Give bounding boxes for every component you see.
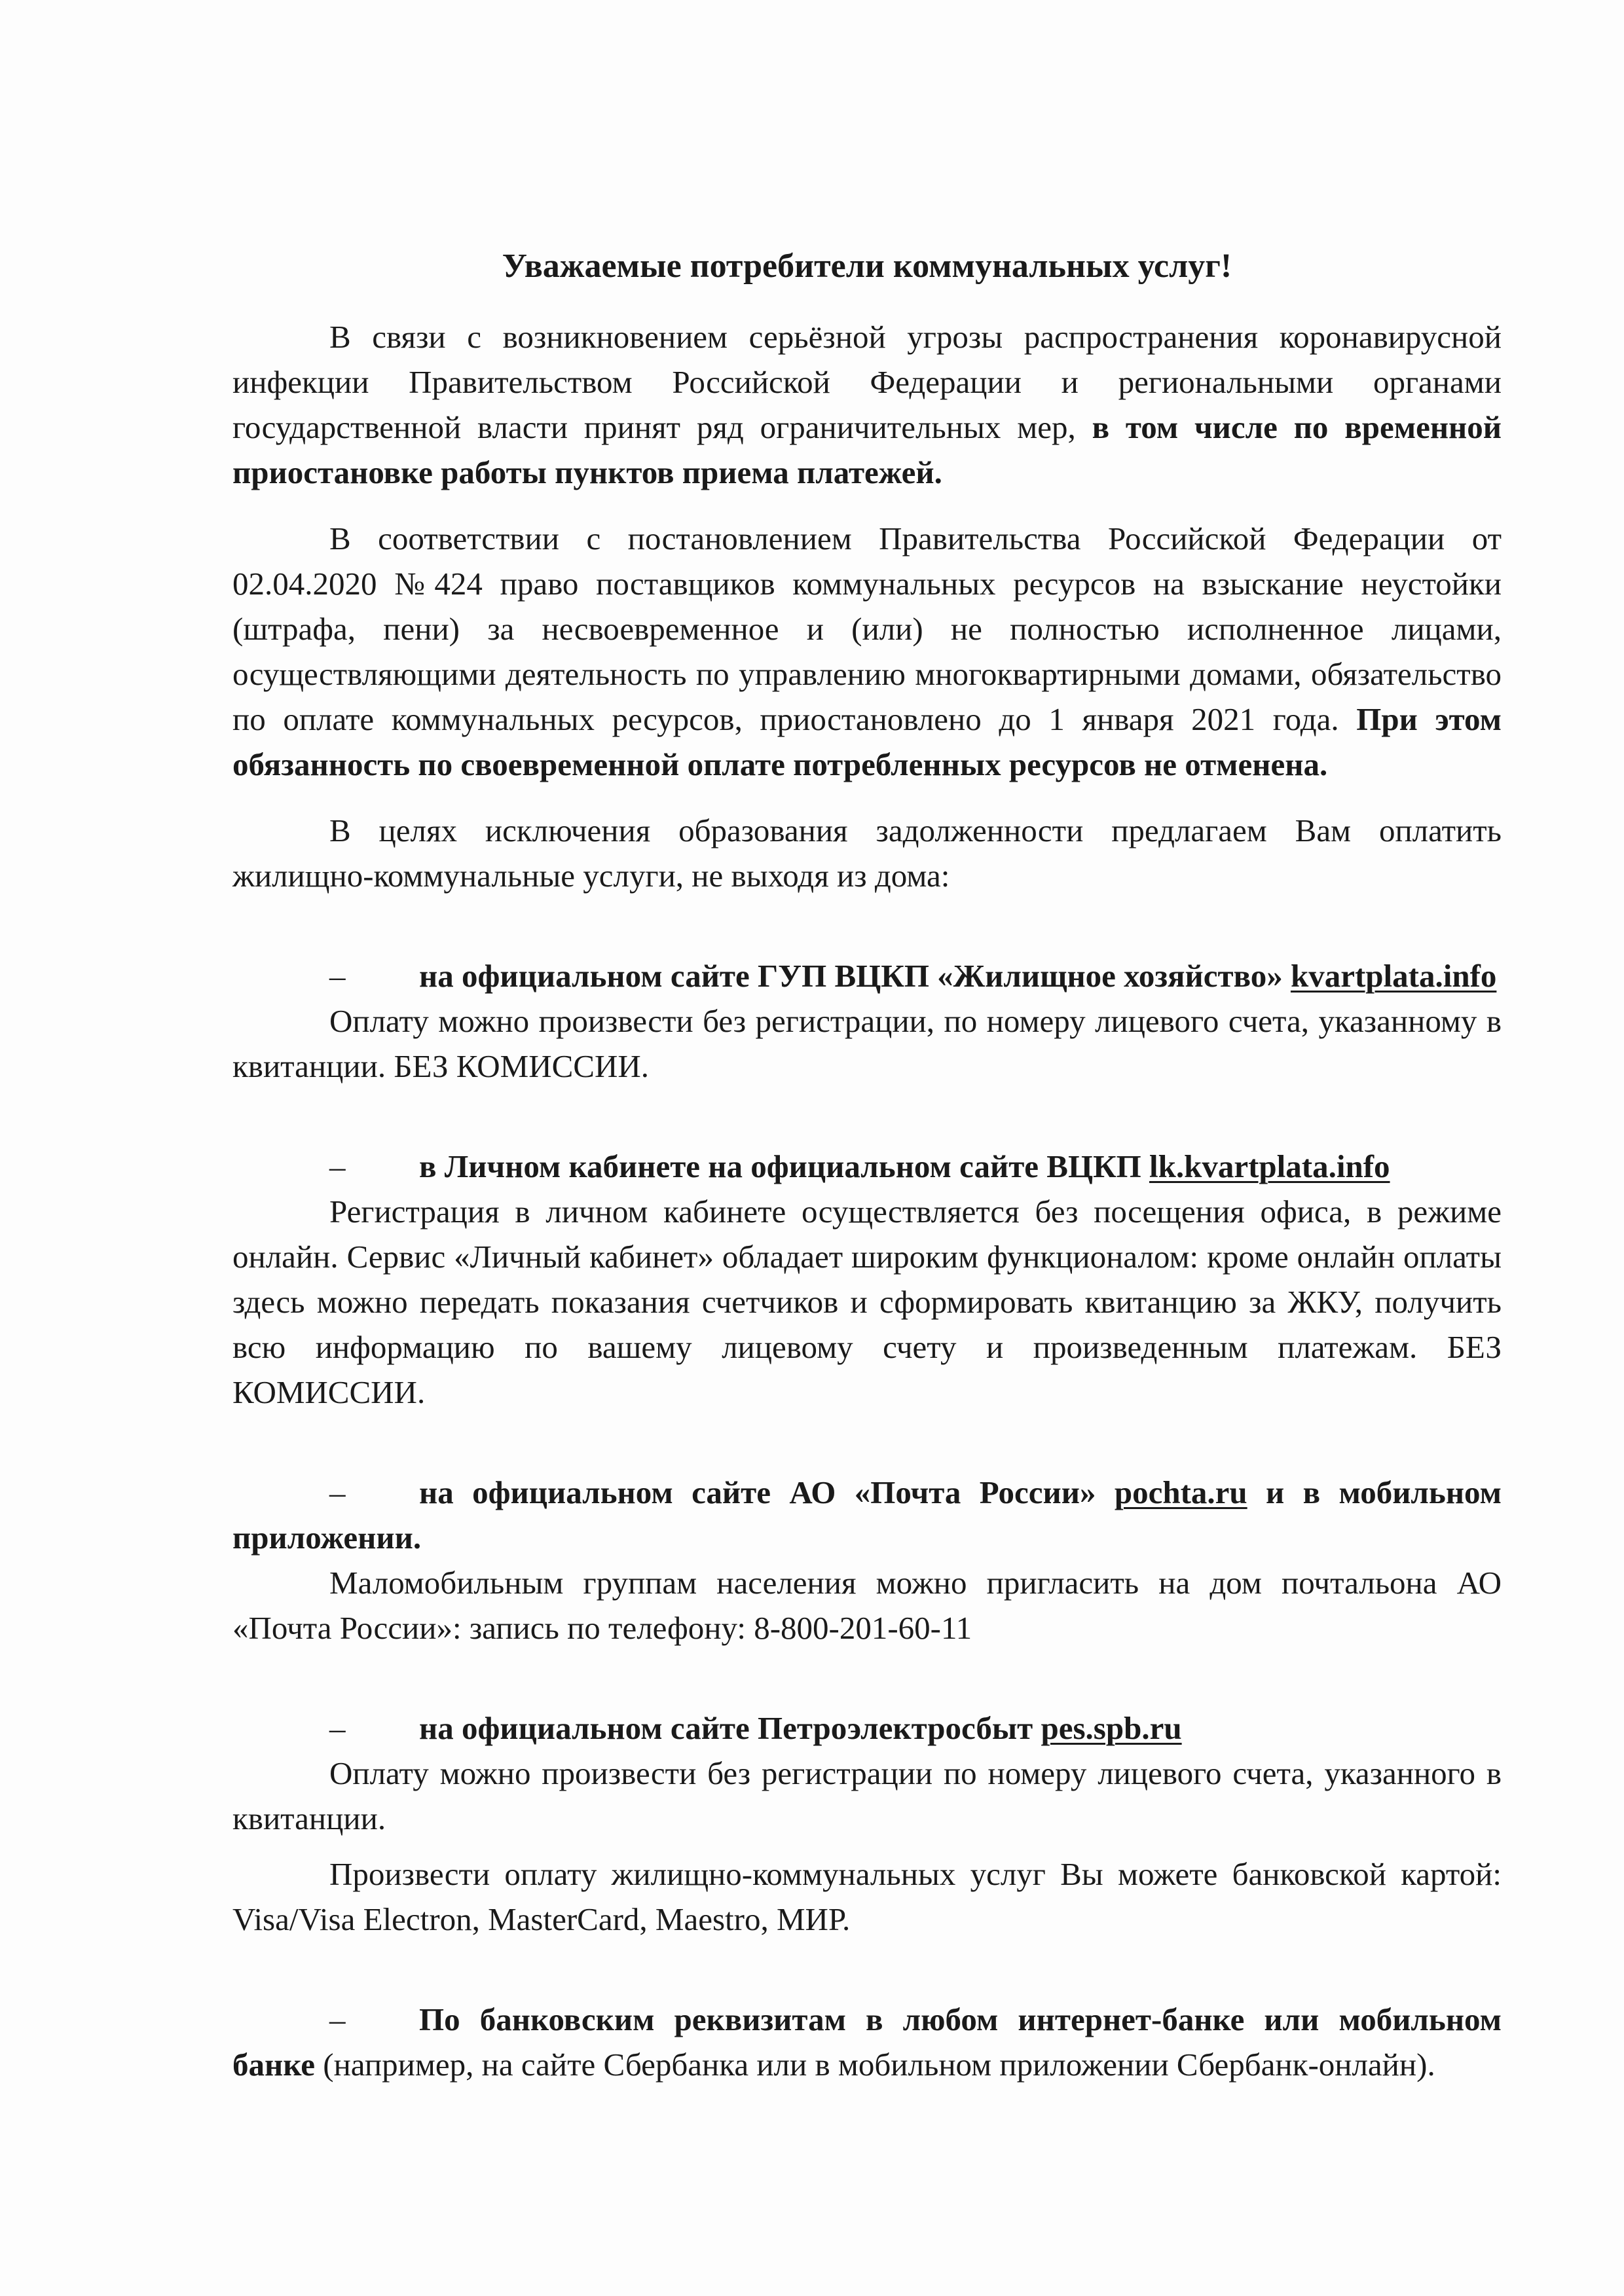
option-description: Маломобильным группам населения можно пригласить на дом почтальона АО «Почта России»: запись по телефону: 8-800-201-60-11 bbox=[232, 1565, 1502, 1646]
payment-option-pes bbox=[232, 1705, 1502, 1751]
option-description: Оплату можно произвести без регистрации, по номеру лицевого счета, указанному в квитанции. БЕЗ КОМИССИИ. bbox=[232, 1003, 1502, 1084]
payment-option-bank bbox=[232, 1997, 1502, 2087]
paragraph-restrictions bbox=[232, 314, 1502, 495]
option-description: Оплату можно произвести без регистрации по номеру лицевого счета, указанного в квитанции. bbox=[232, 1755, 1502, 1836]
page-title: Уважаемые потребители коммунальных услуг! bbox=[502, 247, 1232, 285]
payment-option-pochta bbox=[232, 1470, 1502, 1560]
dash-marker: – bbox=[329, 958, 346, 994]
link-lk-kvartplata[interactable]: lk.kvartplata.info bbox=[1149, 1148, 1390, 1184]
paragraph-text: В связи с возникновением серьёзной угрозы распространения коронавирусной инфекции Правительством Российской Федерации и региональными органами государственной власти принят ряд ограничительных мер, bbox=[232, 319, 1502, 445]
option-heading: на официальном сайте АО «Почта России» bbox=[419, 1474, 1096, 1510]
paragraph-resolution bbox=[232, 516, 1502, 787]
option-heading: По банковским реквизитам в любом интернет-банке или мобильном банке bbox=[232, 2001, 1502, 2083]
link-kvartplata[interactable]: kvartplata.info bbox=[1290, 958, 1497, 994]
dash-marker: – bbox=[329, 2001, 346, 2037]
option-heading: на официальном сайте ГУП ВЦКП «Жилищное хозяйство» bbox=[419, 958, 1283, 994]
paragraph-bold-text: При этом обязанность по своевременной оплате потребленных ресурсов не отменена. bbox=[232, 701, 1502, 782]
dash-marker: – bbox=[329, 1148, 346, 1184]
option-heading-continued: и в мобильном приложении. bbox=[232, 1474, 1502, 1556]
paragraph-bold-text: в том числе по временной приостановке работы пунктов приема платежей. bbox=[232, 409, 1502, 490]
payment-option-personal-account bbox=[232, 1144, 1502, 1189]
document-body bbox=[232, 244, 1502, 2087]
option-description: (например, на сайте Сбербанка или в мобильном приложении Сбербанк-онлайн). bbox=[323, 2047, 1435, 2083]
payment-option-kvartplata bbox=[232, 953, 1502, 998]
link-pochta[interactable]: pochta.ru bbox=[1114, 1474, 1247, 1510]
paragraph-payment-intro: В целях исключения образования задолженности предлагаем Вам оплатить жилищно-коммунальные услуги, не выходя из дома: bbox=[232, 812, 1502, 894]
option-cards-note: Произвести оплату жилищно-коммунальных услуг Вы можете банковской картой: Visa/Visa Electron, MasterCard, Maestro, МИР. bbox=[232, 1856, 1502, 1937]
dash-marker: – bbox=[329, 1710, 346, 1746]
dash-marker: – bbox=[329, 1474, 346, 1510]
option-description: Регистрация в личном кабинете осуществляется без посещения офиса, в режиме онлайн. Сервис «Личный кабинет» обладает широким функционалом: кроме онлайн оплаты здесь можно передать показания счетчиков и сформировать квитанцию за ЖКУ, получить всю информацию по вашему лицевому счету и произведенным платежам. БЕЗ КОМИССИИ. bbox=[232, 1194, 1502, 1410]
option-heading: в Личном кабинете на официальном сайте ВЦКП bbox=[419, 1148, 1141, 1184]
paragraph-text: В соответствии с постановлением Правительства Российской Федерации от 02.04.2020 №424 право поставщиков коммунальных ресурсов на взыскание неустойки (штрафа, пени) за несвоевременное и (или) не полностью исполненное лицами, осуществляющими деятельность по управлению многоквартирными домами, обязательство по оплате коммунальных ресурсов, приостановлено до 1 января 2021 года. bbox=[232, 520, 1502, 737]
link-pes[interactable]: pes.spb.ru bbox=[1041, 1710, 1182, 1746]
option-heading: на официальном сайте Петроэлектросбыт bbox=[419, 1710, 1033, 1746]
